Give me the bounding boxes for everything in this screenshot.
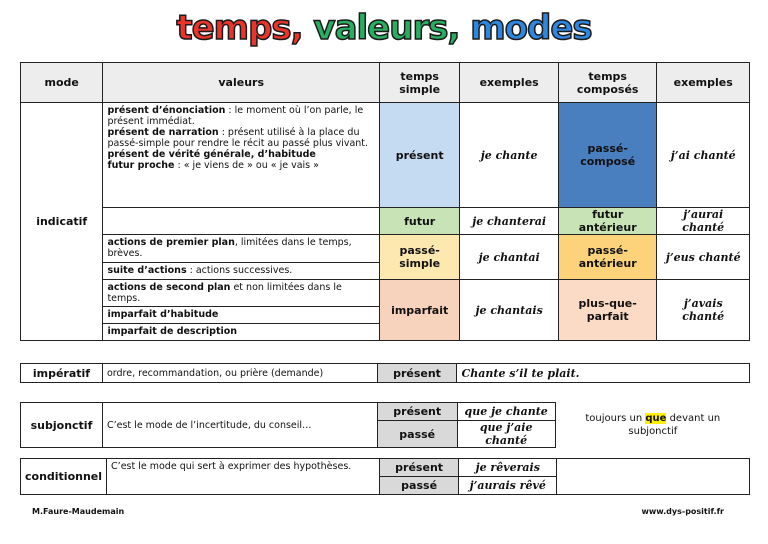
- mode-conditionnel: conditionnel: [21, 459, 107, 495]
- tense-imperatif-present: présent: [377, 364, 457, 383]
- subjonctif-table: [20, 402, 750, 448]
- imparfait-value-2: imparfait d’habitude: [103, 307, 380, 324]
- example-imparfait: je chantais: [460, 280, 559, 341]
- conditionnel-table: [20, 458, 750, 495]
- tense-futur: futur: [379, 208, 459, 235]
- tense-subjonctif-present: présent: [377, 403, 457, 421]
- imparfait-value-1: actions de second plan et non limitées dans le temps.: [103, 280, 380, 307]
- example-futur: je chanterai: [460, 208, 559, 235]
- tense-subjonctif-passe: passé: [377, 421, 457, 448]
- imperatif-table: [20, 363, 750, 383]
- title-word-modes: modes: [470, 8, 592, 48]
- title-word-valeurs: valeurs,: [313, 8, 460, 48]
- subjonctif-note: toujours un que devant un subjonctif: [555, 403, 750, 448]
- passe-simple-value-1: actions de premier plan, limitées dans le temps, brèves.: [103, 235, 380, 263]
- example-subjonctif-present: que je chante: [457, 403, 555, 421]
- example-passe-anterieur: j’eus chanté: [657, 235, 750, 280]
- tense-conditionnel-passe: passé: [379, 477, 459, 495]
- example-conditionnel-present: je rêverais: [459, 459, 557, 477]
- conditionnel-value: C’est le mode qui sert à exprimer des hypothèses.: [107, 459, 380, 495]
- example-plus-que-parfait: j’avais chanté: [657, 280, 750, 341]
- header-exemples: exemples: [460, 63, 559, 103]
- footer-author: M.Faure-Maudemain: [32, 507, 125, 516]
- example-passe-compose: j’ai chanté: [657, 103, 750, 208]
- example-present: je chante: [460, 103, 559, 208]
- tense-conditionnel-present: présent: [379, 459, 459, 477]
- tense-passe-simple: passé-simple: [379, 235, 459, 280]
- tense-futur-anterieur: futur antérieur: [558, 208, 657, 235]
- example-passe-simple: je chantai: [460, 235, 559, 280]
- mode-imperatif: impératif: [21, 364, 103, 383]
- header-mode: mode: [21, 63, 103, 103]
- tense-imparfait: imparfait: [379, 280, 459, 341]
- imparfait-value-3: imparfait de description: [103, 324, 380, 341]
- tense-passe-compose: passé-composé: [558, 103, 657, 208]
- mode-subjonctif: subjonctif: [21, 403, 103, 448]
- subjonctif-value: C’est le mode de l’incertitude, du conseil…: [102, 403, 377, 448]
- present-values: présent d’énonciation : le moment où l’on parle, le présent immédiat. présent de narration : présent utilisé à la place du passé-simple pour rendre le récit au passé plus vivant. présent de vérité générale, d’habitude futur proche : « je viens de » ou « je vais »: [103, 103, 380, 208]
- passe-simple-value-2: suite d’actions : actions successives.: [103, 263, 380, 280]
- header-temps-simple: temps simple: [379, 63, 459, 103]
- footer-website: www.dys-positif.fr: [641, 507, 724, 516]
- indicatif-table: [20, 62, 750, 341]
- example-futur-anterieur: j’aurai chanté: [657, 208, 750, 235]
- tense-present: présent: [379, 103, 459, 208]
- mode-indicatif: indicatif: [21, 103, 103, 341]
- page-title: [0, 6, 768, 50]
- example-conditionnel-passe: j’aurais rêvé: [459, 477, 557, 495]
- example-subjonctif-passe: que j’aie chanté: [457, 421, 555, 448]
- tense-plus-que-parfait: plus-que-parfait: [558, 280, 657, 341]
- example-imperatif: Chante s’il te plait.: [457, 364, 750, 383]
- futur-values: [103, 208, 380, 235]
- header-exemples-2: exemples: [657, 63, 750, 103]
- imperatif-value: ordre, recommandation, ou prière (demande): [102, 364, 377, 383]
- tense-passe-anterieur: passé-antérieur: [558, 235, 657, 280]
- header-temps-composes: temps composés: [558, 63, 657, 103]
- conditionnel-empty-cell: [557, 459, 750, 495]
- header-valeurs: valeurs: [103, 63, 380, 103]
- title-word-temps: temps,: [176, 8, 303, 48]
